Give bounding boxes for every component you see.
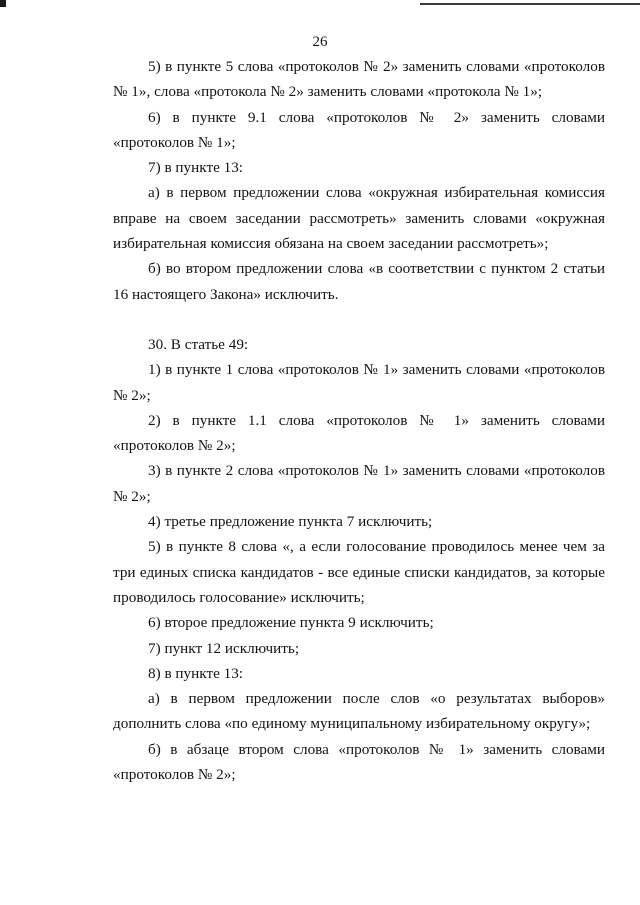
paragraph: 6) в пункте 9.1 слова «протоколов № 2» заменить словами «протоколов № 1»; <box>113 108 605 151</box>
paragraph: 6) второе предложение пункта 9 исключить; <box>148 614 434 632</box>
paragraph: 2) в пункте 1.1 слова «протоколов № 1» заменить словами «протоколов № 2»; <box>113 411 605 455</box>
paragraph: 1) в пункте 1 слова «протоколов № 1» заменить словами «протоколов № 2»; <box>113 361 605 404</box>
paragraph: б) во втором предложении слова «в соответствии с пунктом 2 статьи 16 настоящего Закона» исключить. <box>113 260 605 303</box>
paragraph: 4) третье предложение пункта 7 исключить; <box>148 513 433 531</box>
section-spacer <box>113 307 605 332</box>
paragraph: а) в первом предложении слова «окружная избирательная комиссия вправе на своем заседании рассмотреть» заменить словами «окружная избирательная комиссия обязана на своем заседании рассмотреть»; <box>113 184 605 253</box>
document-body <box>113 54 605 787</box>
paragraph: а) в первом предложении после слов «о результатах выборов» дополнить слова «по единому муниципальному избирательному округу»; <box>113 690 605 733</box>
paragraph: 5) в пункте 8 слова «, а если голосование проводилось менее чем за три единых списка кандидатов - все единые списки кандидатов, за которые проводилось голосование» исключить; <box>113 538 605 606</box>
paragraph: 7) в пункте 13: <box>148 159 244 177</box>
paragraph: 8) в пункте 13: <box>148 664 244 682</box>
section-heading: 30. В статье 49: <box>148 335 249 353</box>
scan-edge-mark <box>0 0 6 7</box>
scan-edge-line <box>420 3 640 5</box>
paragraph: 3) в пункте 2 слова «протоколов № 1» заменить словами «протоколов № 2»; <box>113 462 605 505</box>
paragraph: 7) пункт 12 исключить; <box>148 639 300 657</box>
paragraph: 5) в пункте 5 слова «протоколов № 2» заменить словами «протоколов № 1», слова «протокола № 2» заменить словами «протокола № 1»; <box>113 58 605 101</box>
paragraph: б) в абзаце втором слова «протоколов № 1» заменить словами «протоколов № 2»; <box>113 740 605 784</box>
page-number: 26 <box>312 34 328 50</box>
